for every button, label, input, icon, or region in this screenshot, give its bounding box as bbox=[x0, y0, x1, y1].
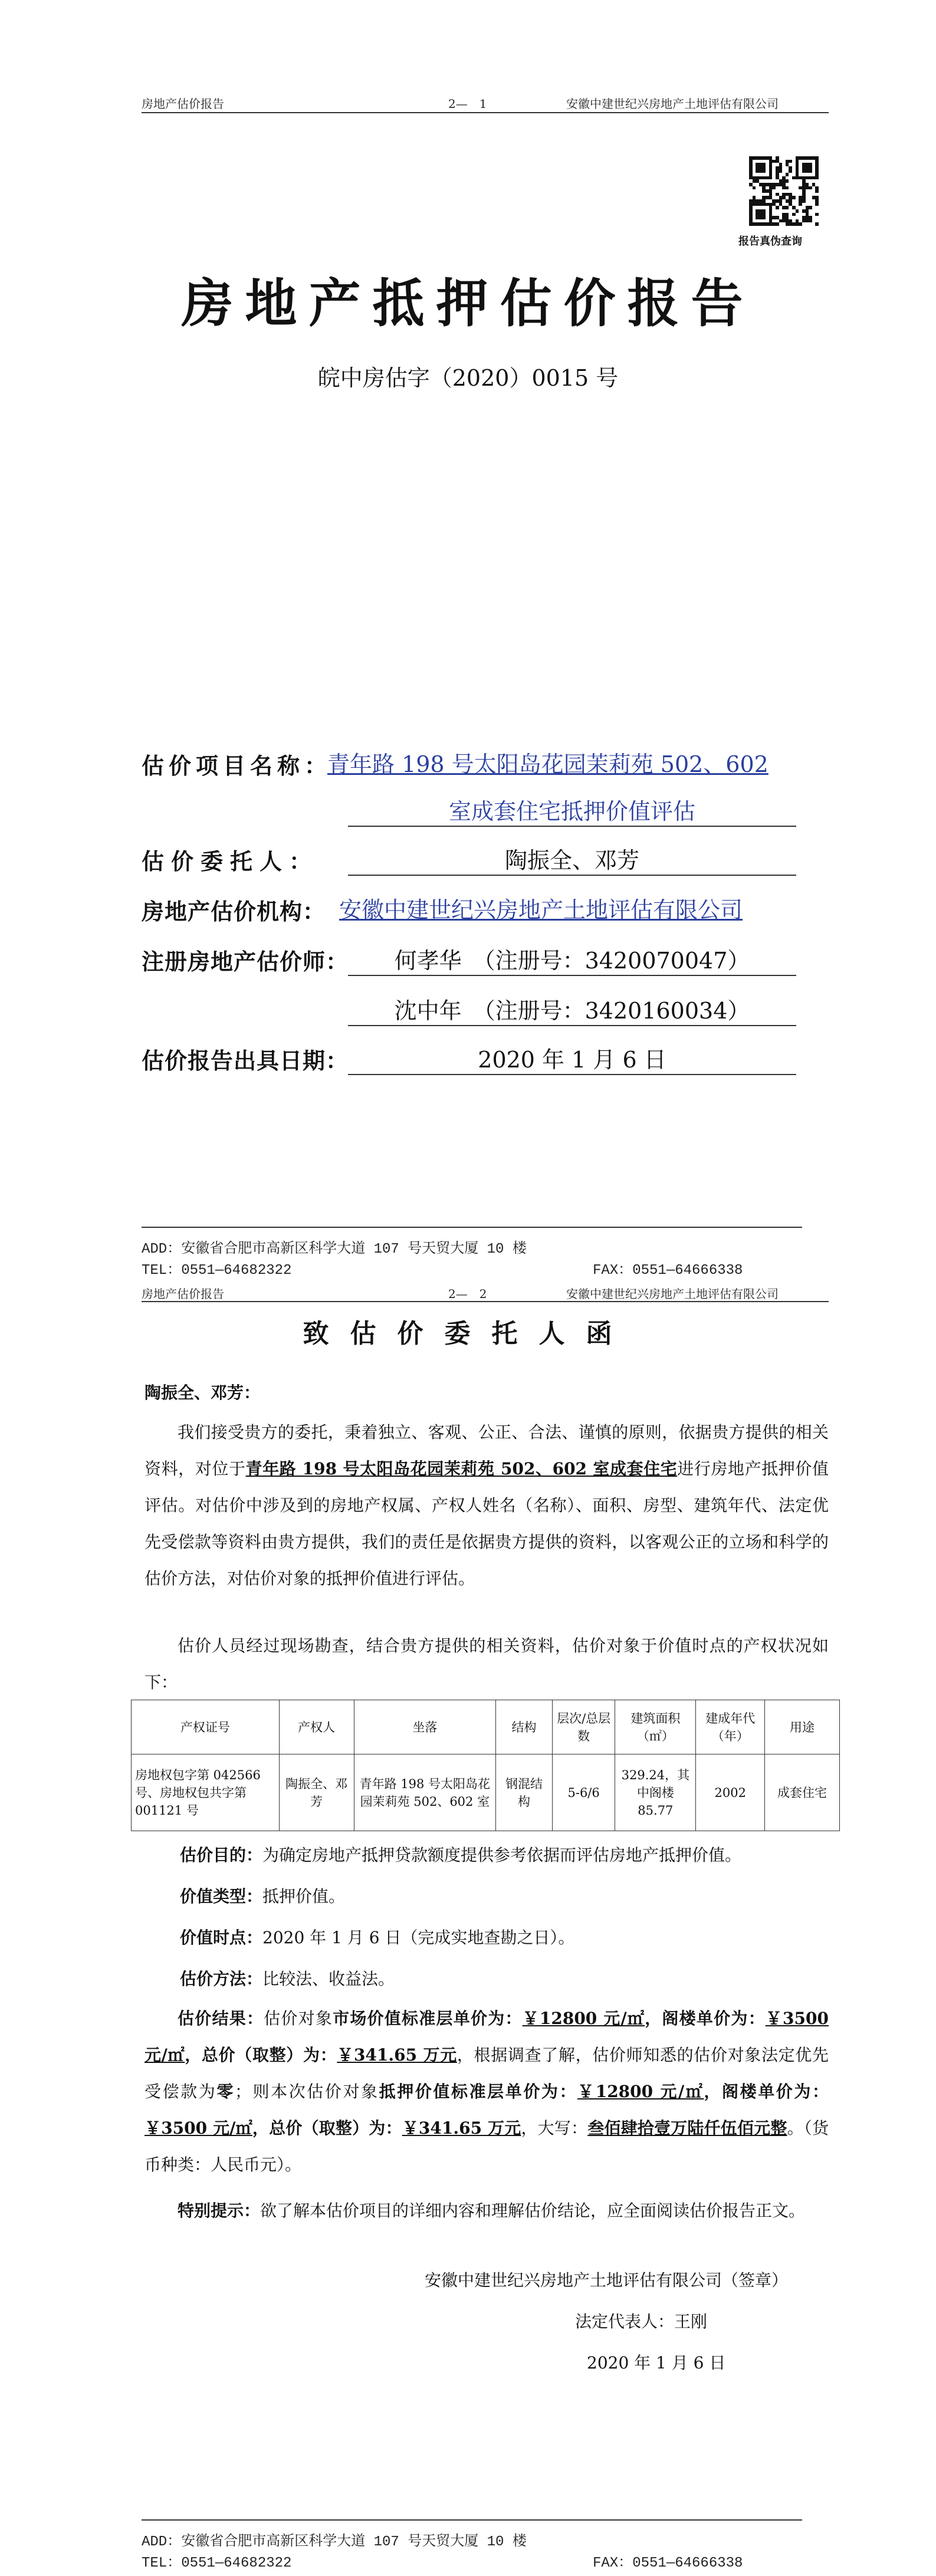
mortgage-total-price: ￥341.65 万元 bbox=[402, 2118, 521, 2138]
valuer-label: 注册房地产估价师： bbox=[142, 948, 349, 975]
table-header-cell: 结构 bbox=[496, 1700, 553, 1754]
report-title: 房地产抵押估价报告 bbox=[181, 272, 755, 334]
valuer-2: 沈中年 （注册号：3420160034） bbox=[348, 993, 796, 1026]
table-cell: 329.24，其中阁楼 85.77 bbox=[615, 1754, 696, 1831]
project-label: 估价项目名称： bbox=[142, 753, 332, 779]
agency-label: 房地产估价机构： bbox=[142, 898, 326, 925]
table-header-cell: 建筑面积（㎡） bbox=[615, 1700, 696, 1754]
date-value: 2020 年 1 月 6 日 bbox=[348, 1041, 796, 1075]
page2-footer-fax: FAX：0551—64666338 bbox=[593, 2555, 743, 2571]
page1-header-rule bbox=[142, 112, 829, 113]
page1-footer-rule bbox=[142, 1227, 802, 1228]
page2-footer-address: ADD：安徽省合肥市高新区科学大道 107 号天贸大厦 10 楼 bbox=[142, 2534, 527, 2550]
total-in-words: 叁佰肆拾壹万陆仟伍佰元整 bbox=[587, 2118, 787, 2138]
table-header-cell: 产权证号 bbox=[132, 1700, 280, 1754]
table-header-row bbox=[132, 1700, 840, 1754]
project-value-line2: 室成套住宅抵押价值评估 bbox=[348, 793, 796, 827]
letter-salutation: 陶振全、邓芳： bbox=[144, 1383, 261, 1402]
signature-company: 安徽中建世纪兴房地产土地评估有限公司（签章） bbox=[425, 2271, 789, 2290]
signature-date: 2020 年 1 月 6 日 bbox=[587, 2353, 726, 2373]
table-cell: 陶振全、邓芳 bbox=[279, 1754, 354, 1831]
project-value-line1: 青年路 198 号太阳岛花园茉莉苑 502、602 bbox=[327, 751, 768, 777]
qr-code-icon bbox=[749, 156, 819, 226]
page2-header-page: 2— 2 bbox=[448, 1287, 487, 1301]
valuer-1: 何孝华 （注册号：3420070047） bbox=[348, 942, 796, 976]
value-type-line: 价值类型：抵押价值。 bbox=[180, 1887, 346, 1906]
property-address: 青年路 198 号太阳岛花园茉莉苑 502、602 室成套住宅 bbox=[245, 1459, 678, 1478]
table-header-cell: 坐落 bbox=[354, 1700, 495, 1754]
page2-header-rule bbox=[142, 1301, 829, 1302]
table-cell: 2002 bbox=[696, 1754, 765, 1831]
property-table bbox=[131, 1700, 840, 1831]
table-cell: 5-6/6 bbox=[552, 1754, 615, 1831]
value-time-line: 价值时点：2020 年 1 月 6 日（完成实地查勘之日）。 bbox=[180, 1928, 575, 1947]
table-row bbox=[132, 1754, 840, 1831]
page1-footer-tel: TEL：0551—64682322 bbox=[142, 1263, 292, 1279]
market-unit-price: ￥12800 元/㎡ bbox=[522, 2009, 645, 2028]
table-cell: 青年路 198 号太阳岛花园茉莉苑 502、602 室 bbox=[354, 1754, 495, 1831]
table-header-cell: 用途 bbox=[765, 1700, 840, 1754]
page1-footer-fax: FAX：0551—64666338 bbox=[593, 1263, 743, 1279]
page1-header-left: 房地产估价报告 bbox=[142, 97, 224, 111]
page2-header-right: 安徽中建世纪兴房地产土地评估有限公司 bbox=[566, 1287, 779, 1301]
letter-paragraph-1: 我们接受贵方的委托，秉着独立、客观、公正、合法、谨慎的原则，依据贵方提供的相关资料，对位于青年路 198 号太阳岛花园茉莉苑 502、602 室成套住宅进行房地产抵押价值评估。对估价中涉及到的房地产权属、产权人姓名（名称）、面积、房型、建筑年代、法定优先受偿款等资料由贵方提供，我们的责任是依据贵方提供的资料，以客观公正的立场和科学的估价方法，对估价对象的抵押价值进行评估。 bbox=[144, 1422, 829, 1588]
page2-footer-rule bbox=[142, 2519, 802, 2521]
page2-header-left: 房地产估价报告 bbox=[142, 1287, 224, 1301]
table-cell: 成套住宅 bbox=[765, 1754, 840, 1831]
market-total-price: ￥341.65 万元 bbox=[337, 2045, 457, 2065]
page1-header-page: 2— 1 bbox=[448, 97, 487, 111]
page1-footer-address: ADD：安徽省合肥市高新区科学大道 107 号天贸大厦 10 楼 bbox=[142, 1241, 527, 1257]
table-cell: 房地权包字第 042566 号、房地权包共字第 001121 号 bbox=[132, 1754, 280, 1831]
date-label: 估价报告出具日期： bbox=[142, 1047, 349, 1074]
agency-value: 安徽中建世纪兴房地产土地评估有限公司 bbox=[339, 897, 743, 923]
mortgage-unit-price: ￥12800 元/㎡ bbox=[577, 2082, 704, 2101]
special-tip: 特别提示：欲了解本估价项目的详细内容和理解估价结论，应全面阅读估价报告正文。 bbox=[178, 2201, 806, 2220]
mortgage-attic-price: ￥3500 元/㎡ bbox=[144, 2118, 252, 2138]
purpose-line: 估价目的：为确定房地产抵押贷款额度提供参考依据而评估房地产抵押价值。 bbox=[180, 1845, 742, 1865]
signature-representative: 法定代表人：王刚 bbox=[575, 2312, 708, 2331]
table-header-cell: 建成年代（年） bbox=[696, 1700, 765, 1754]
report-doc-number: 皖中房估字（2020）0015 号 bbox=[317, 365, 619, 391]
client-label: 估价委托人： bbox=[142, 848, 319, 875]
page2-footer-tel: TEL：0551—64682322 bbox=[142, 2555, 292, 2571]
client-value: 陶振全、邓芳 bbox=[348, 842, 796, 876]
qr-caption: 报告真伪查询 bbox=[738, 235, 802, 248]
page1-header-right: 安徽中建世纪兴房地产土地评估有限公司 bbox=[566, 97, 779, 111]
method-line: 估价方法：比较法、收益法。 bbox=[180, 1969, 395, 1989]
result-paragraph: 估价结果：估价对象市场价值标准层单价为：￥12800 元/㎡，阁楼单价为：￥3500 元/㎡，总价（取整）为：￥341.65 万元，根据调查了解，估价师知悉的估价对象法定优先受偿款为零；则本次估价对象抵押价值标准层单价为：￥12800 元/㎡，阁楼单价为：￥3500 元/㎡，总价（取整）为：￥341.65 万元，大写：叁佰肆拾壹万陆仟伍佰元整。（货币种类：人民币元）。 bbox=[144, 2009, 829, 2174]
table-header-cell: 产权人 bbox=[279, 1700, 354, 1754]
table-cell: 钢混结构 bbox=[496, 1754, 553, 1831]
letter-title: 致估价委托人函 bbox=[303, 1319, 633, 1349]
table-header-cell: 层次/总层数 bbox=[552, 1700, 615, 1754]
letter-paragraph-2: 估价人员经过现场勘查，结合贵方提供的相关资料，估价对象于价值时点的产权状况如下： bbox=[144, 1636, 829, 1692]
market-attic-price: ￥3500 元/㎡ bbox=[144, 2009, 829, 2065]
